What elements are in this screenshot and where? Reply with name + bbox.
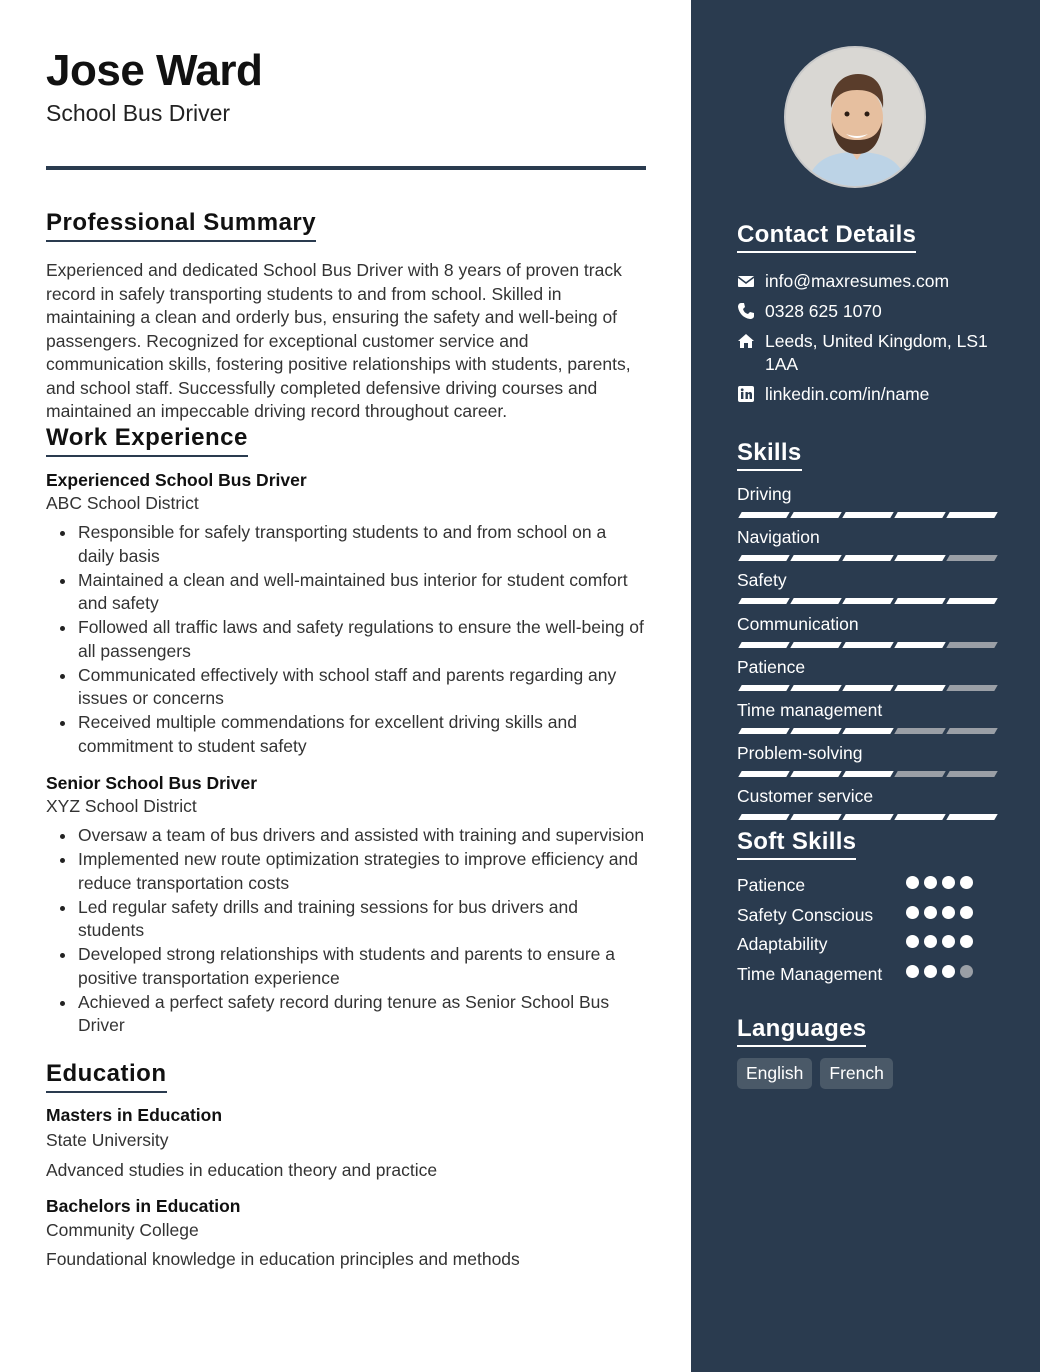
rating-dot bbox=[924, 965, 937, 978]
skill-level-segment bbox=[946, 642, 997, 648]
skill-level-segment bbox=[790, 598, 841, 604]
language-badge: French bbox=[820, 1058, 892, 1089]
skill-name: Communication bbox=[737, 613, 859, 634]
candidate-name: Jose Ward bbox=[46, 46, 263, 95]
skill-level-segment bbox=[894, 728, 945, 734]
soft-skill-rating bbox=[906, 965, 973, 978]
list-item: Communicated effectively with school staff and parents regarding any issues or concerns bbox=[46, 664, 646, 711]
skill-level-bar bbox=[740, 512, 996, 518]
languages-heading: Languages bbox=[737, 1015, 866, 1047]
skill-level-segment bbox=[738, 642, 789, 648]
skill-level-segment bbox=[894, 512, 945, 518]
summary-text: Experienced and dedicated School Bus Driver with 8 years of proven track record in safely transporting students to and from school. Skilled in maintaining a clean and orderly bus, ensuring the safety and well-being of passengers. Recognized for exceptional customer service and communication skills, fostering positive relationships with students, parents, and school staff. Successfully completed defensive driving courses and maintained an impeccable driving record throughout career. bbox=[46, 260, 631, 421]
rating-dot bbox=[960, 876, 973, 889]
skill-name: Problem-solving bbox=[737, 743, 863, 764]
skill-level-segment bbox=[946, 814, 997, 820]
job-company: XYZ School District bbox=[46, 796, 197, 816]
rating-dot bbox=[960, 935, 973, 948]
rating-dot bbox=[942, 906, 955, 919]
contact-phone-text: 0328 625 1070 bbox=[765, 301, 882, 321]
skill-level-segment bbox=[842, 642, 893, 648]
avatar bbox=[784, 46, 926, 188]
skill-name: Patience bbox=[737, 656, 806, 677]
avatar-portrait-icon bbox=[786, 48, 926, 188]
contact-address bbox=[737, 330, 997, 376]
job-company: ABC School District bbox=[46, 493, 199, 513]
skill-level-segment bbox=[790, 728, 841, 734]
skill-name: Driving bbox=[737, 484, 792, 504]
skill-name: Customer service bbox=[737, 786, 874, 807]
soft-skill-name: Safety Conscious bbox=[737, 905, 874, 925]
skill-level-segment bbox=[790, 642, 841, 648]
candidate-title: School Bus Driver bbox=[46, 100, 231, 126]
list-item: Developed strong relationships with students and parents to ensure a positive transportation experience bbox=[46, 943, 646, 990]
edu-degree: Masters in Education bbox=[46, 1105, 223, 1125]
skill-level-segment bbox=[738, 555, 789, 561]
job-bullets bbox=[46, 824, 646, 1038]
list-item: Followed all traffic laws and safety regulations to ensure the well-being of all passengers bbox=[46, 616, 646, 663]
skill-level-segment bbox=[842, 512, 893, 518]
rating-dot bbox=[906, 965, 919, 978]
rating-dot bbox=[906, 935, 919, 948]
home-icon bbox=[737, 332, 755, 350]
skill-level-segment bbox=[842, 814, 893, 820]
list-item: Maintained a clean and well-maintained bus interior for student comfort and safety bbox=[46, 569, 646, 616]
edu-description: Advanced studies in education theory and practice bbox=[46, 1160, 438, 1180]
skill-level-segment bbox=[894, 814, 945, 820]
skill-level-segment bbox=[842, 771, 893, 777]
contact-linkedin[interactable] bbox=[737, 383, 997, 406]
skill-level-segment bbox=[790, 555, 841, 561]
rating-dot bbox=[942, 876, 955, 889]
list-item: Responsible for safely transporting students to and from school on a daily basis bbox=[46, 521, 646, 568]
skill-name: Navigation bbox=[737, 527, 820, 548]
list-item: Achieved a perfect safety record during tenure as Senior School Bus Driver bbox=[46, 991, 646, 1038]
skill-level-segment bbox=[738, 728, 789, 734]
edu-school: State University bbox=[46, 1130, 169, 1150]
contact-phone[interactable] bbox=[737, 300, 997, 323]
job-title: Experienced School Bus Driver bbox=[46, 470, 307, 490]
soft-skill-name: Adaptability bbox=[737, 934, 828, 954]
skill-level-segment bbox=[946, 512, 997, 518]
skill-level-segment bbox=[790, 512, 841, 518]
experience-heading: Work Experience bbox=[46, 424, 248, 457]
language-badge: English bbox=[737, 1058, 812, 1089]
contact-email[interactable] bbox=[737, 270, 997, 293]
skill-level-segment bbox=[894, 555, 945, 561]
languages-list bbox=[737, 1058, 893, 1089]
job-bullets bbox=[46, 521, 646, 759]
rating-dot bbox=[924, 906, 937, 919]
rating-dot bbox=[906, 876, 919, 889]
contact-email-text: info@maxresumes.com bbox=[765, 271, 950, 291]
skill-level-segment bbox=[894, 771, 945, 777]
skill-level-segment bbox=[946, 555, 997, 561]
skill-level-segment bbox=[738, 685, 789, 691]
skill-level-segment bbox=[946, 728, 997, 734]
skill-level-segment bbox=[894, 598, 945, 604]
skill-level-segment bbox=[790, 685, 841, 691]
contact-address-text: Leeds, United Kingdom, LS1 1AA bbox=[765, 331, 988, 374]
edu-description: Foundational knowledge in education principles and methods bbox=[46, 1249, 520, 1269]
skill-level-bar bbox=[740, 598, 996, 604]
skill-level-segment bbox=[738, 814, 789, 820]
list-item: Received multiple commendations for excellent driving skills and commitment to student safety bbox=[46, 711, 646, 758]
contact-linkedin-text: linkedin.com/in/name bbox=[765, 384, 930, 404]
skill-level-bar bbox=[740, 642, 996, 648]
skill-level-segment bbox=[790, 771, 841, 777]
skill-name: Safety bbox=[737, 570, 787, 591]
skill-level-segment bbox=[842, 555, 893, 561]
skill-level-bar bbox=[740, 728, 996, 734]
summary-heading: Professional Summary bbox=[46, 209, 316, 242]
envelope-icon bbox=[737, 272, 755, 290]
list-item: Implemented new route optimization strategies to improve efficiency and reduce transportation costs bbox=[46, 848, 646, 895]
skill-level-segment bbox=[842, 598, 893, 604]
rating-dot bbox=[924, 935, 937, 948]
skill-level-segment bbox=[842, 728, 893, 734]
rating-dot bbox=[942, 965, 955, 978]
skill-level-segment bbox=[738, 771, 789, 777]
soft-skill-rating bbox=[906, 876, 973, 889]
job-title: Senior School Bus Driver bbox=[46, 773, 258, 793]
skill-level-bar bbox=[740, 555, 996, 561]
soft-skill-rating bbox=[906, 906, 973, 919]
rating-dot bbox=[942, 935, 955, 948]
skill-name: Time management bbox=[737, 700, 883, 720]
rating-dot bbox=[906, 906, 919, 919]
list-item: Led regular safety drills and training sessions for bus drivers and students bbox=[46, 896, 646, 943]
skill-level-segment bbox=[894, 685, 945, 691]
rating-dot bbox=[960, 965, 973, 978]
skill-level-bar bbox=[740, 685, 996, 691]
contact-heading: Contact Details bbox=[737, 221, 916, 253]
skill-level-segment bbox=[946, 771, 997, 777]
skills-heading: Skills bbox=[737, 439, 802, 471]
linkedin-icon bbox=[737, 385, 755, 403]
skill-level-segment bbox=[946, 598, 997, 604]
education-heading: Education bbox=[46, 1060, 167, 1093]
soft-skill-rating bbox=[906, 935, 973, 948]
skill-level-bar bbox=[740, 814, 996, 820]
header-divider bbox=[46, 166, 646, 170]
skill-level-bar bbox=[740, 771, 996, 777]
edu-school: Community College bbox=[46, 1220, 199, 1240]
rating-dot bbox=[960, 906, 973, 919]
skill-level-segment bbox=[738, 598, 789, 604]
skill-level-segment bbox=[790, 814, 841, 820]
rating-dot bbox=[924, 876, 937, 889]
edu-degree: Bachelors in Education bbox=[46, 1196, 241, 1216]
skill-level-segment bbox=[842, 685, 893, 691]
phone-icon bbox=[737, 302, 755, 320]
soft-skill-name: Patience bbox=[737, 875, 806, 895]
skill-level-segment bbox=[738, 512, 789, 518]
soft-skill-name: Time Management bbox=[737, 964, 883, 984]
skill-level-segment bbox=[894, 642, 945, 648]
list-item: Oversaw a team of bus drivers and assisted with training and supervision bbox=[46, 824, 646, 848]
skill-level-segment bbox=[946, 685, 997, 691]
soft-skills-heading: Soft Skills bbox=[737, 828, 856, 860]
